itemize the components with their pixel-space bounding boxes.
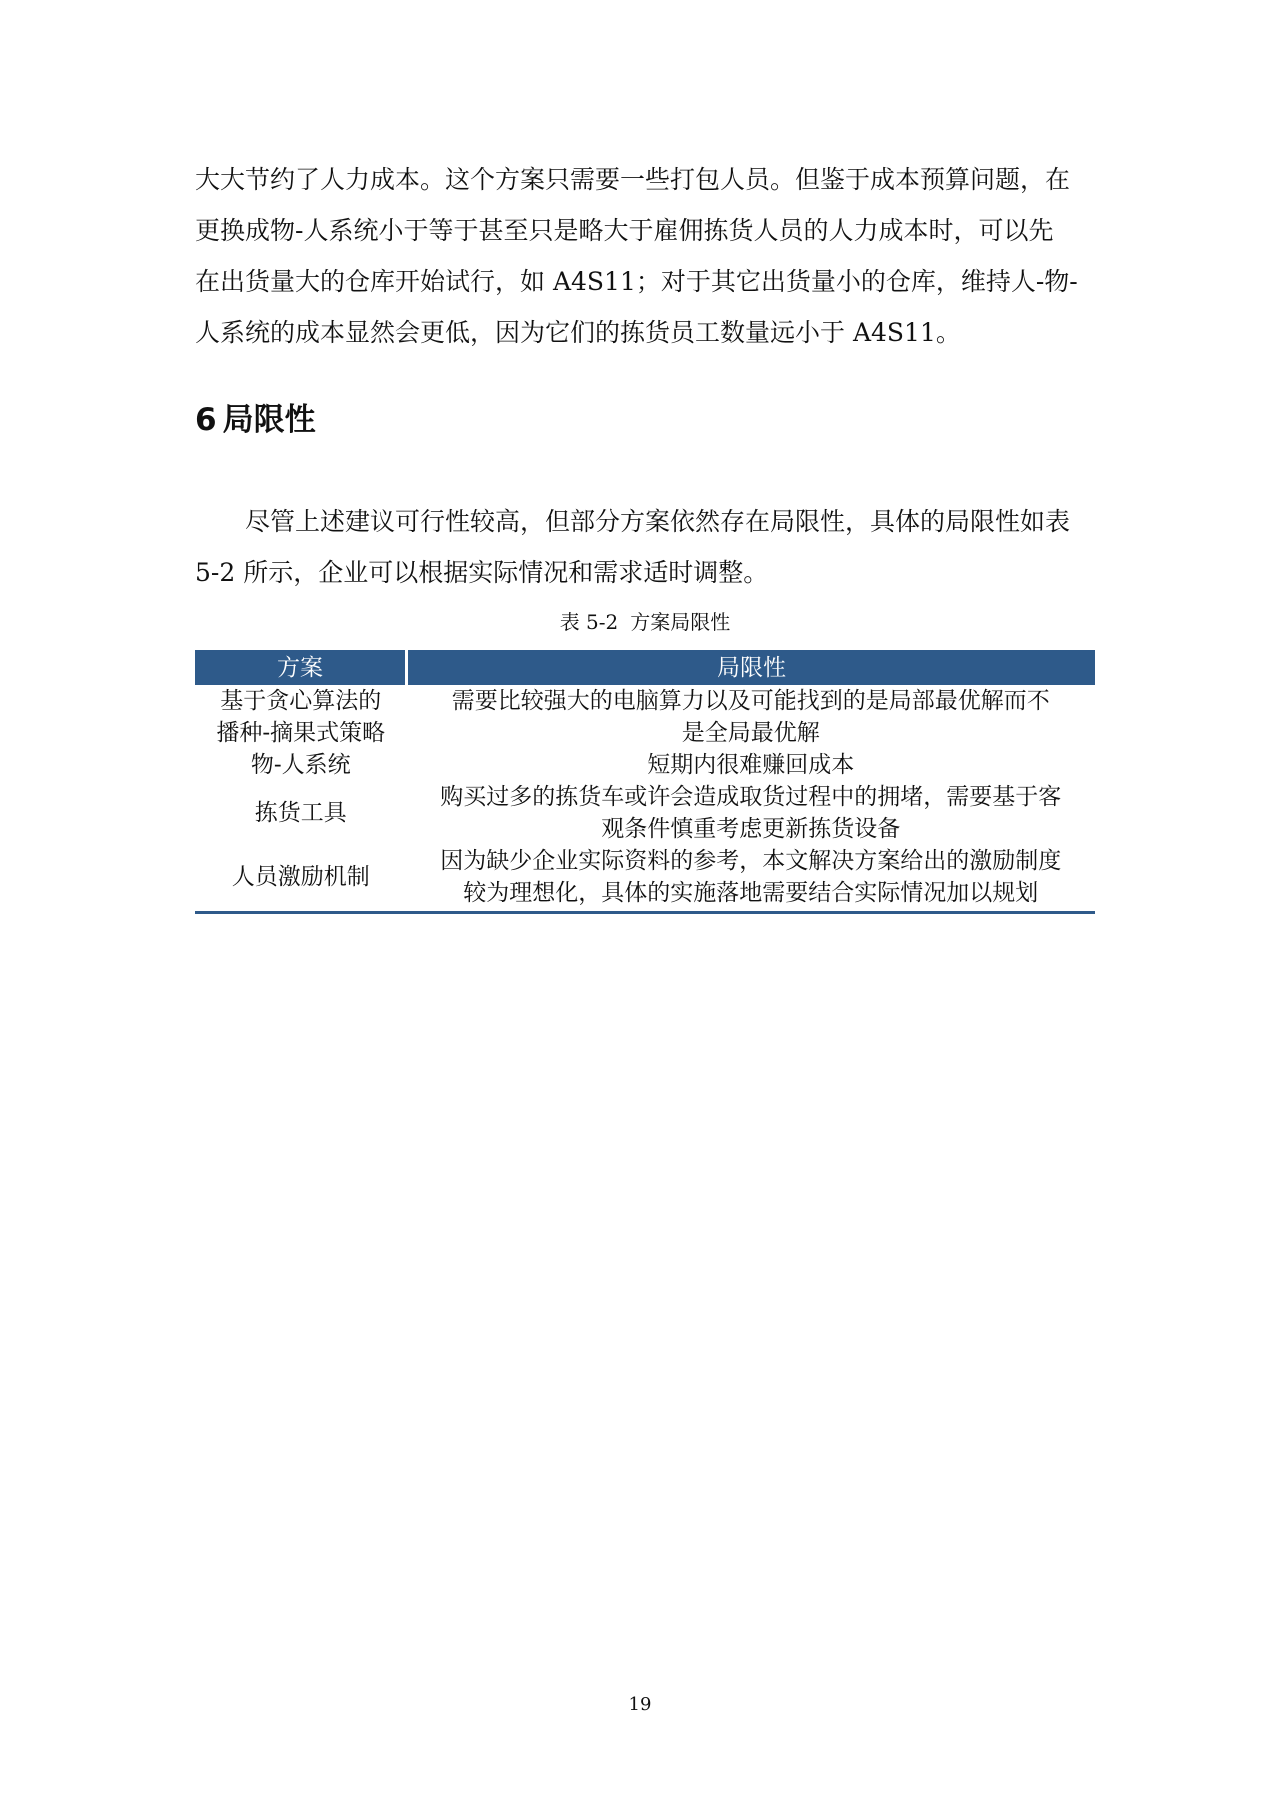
cell-text-line: 拣货工具 bbox=[254, 800, 347, 826]
limitation-cell bbox=[407, 685, 1096, 749]
paragraph-line: 人系统的成本显然会更低，因为它们的拣货员工数量远小于 A4S11。 bbox=[195, 318, 961, 347]
limitation-cell bbox=[407, 781, 1096, 845]
table-row bbox=[195, 685, 1095, 749]
cell-text-line: 需要比较强大的电脑算力以及可能找到的是局部最优解而不 bbox=[451, 688, 1050, 714]
cell-text-line: 播种-摘果式策略 bbox=[216, 720, 386, 746]
table-row bbox=[195, 749, 1095, 781]
scheme-cell bbox=[195, 845, 407, 913]
scheme-cell bbox=[195, 749, 407, 781]
cell-text-line: 是全局最优解 bbox=[681, 720, 820, 746]
header-cell-scheme: 方案 bbox=[195, 650, 407, 685]
paragraph-line: 大大节约了人力成本。这个方案只需要一些打包人员。但鉴于成本预算问题，在 bbox=[195, 165, 1071, 194]
paragraph-line: 尽管上述建议可行性较高，但部分方案依然存在局限性，具体的局限性如表 bbox=[245, 507, 1071, 536]
cell-text-line: 较为理想化，具体的实施落地需要结合实际情况加以规划 bbox=[463, 880, 1039, 906]
table-caption-title: 方案局限性 bbox=[630, 610, 731, 634]
paragraph-line: 5-2 所示，企业可以根据实际情况和需求适时调整。 bbox=[195, 558, 769, 587]
paragraph-line: 在出货量大的仓库开始试行，如 A4S11；对于其它出货量小的仓库，维持人-物- bbox=[195, 267, 1078, 296]
limitation-cell bbox=[407, 749, 1096, 781]
header-cell-limitation: 局限性 bbox=[407, 650, 1096, 685]
body-paragraph-1 bbox=[195, 154, 1095, 358]
section-title: 局限性 bbox=[222, 402, 316, 438]
page-number: 19 bbox=[628, 1694, 652, 1715]
cell-text-line: 购买过多的拣货车或许会造成取货过程中的拥堵，需要基于客 bbox=[440, 784, 1062, 810]
section-heading bbox=[195, 400, 316, 440]
cell-text-line: 因为缺少企业实际资料的参考，本文解决方案给出的激励制度 bbox=[440, 848, 1062, 874]
cell-text-line: 观条件慎重考虑更新拣货设备 bbox=[601, 816, 901, 842]
section-number: 6 bbox=[195, 402, 217, 438]
limitation-cell bbox=[407, 845, 1096, 913]
cell-text-line: 基于贪心算法的 bbox=[220, 688, 382, 714]
scheme-cell bbox=[195, 781, 407, 845]
table-row bbox=[195, 845, 1095, 913]
table-row bbox=[195, 781, 1095, 845]
table-caption-number: 表 5-2 bbox=[559, 610, 619, 634]
limitations-table bbox=[195, 650, 1095, 914]
cell-text-line: 人员激励机制 bbox=[231, 864, 370, 890]
body-paragraph-2 bbox=[195, 496, 1095, 598]
cell-text-line: 物-人系统 bbox=[250, 752, 351, 778]
cell-text-line: 短期内很难赚回成本 bbox=[647, 752, 855, 778]
paragraph-line: 更换成物-人系统小于等于甚至只是略大于雇佣拣货人员的人力成本时，可以先 bbox=[195, 216, 1054, 245]
scheme-cell bbox=[195, 685, 407, 749]
table-header-row bbox=[195, 650, 1095, 685]
table-caption bbox=[195, 606, 1095, 638]
